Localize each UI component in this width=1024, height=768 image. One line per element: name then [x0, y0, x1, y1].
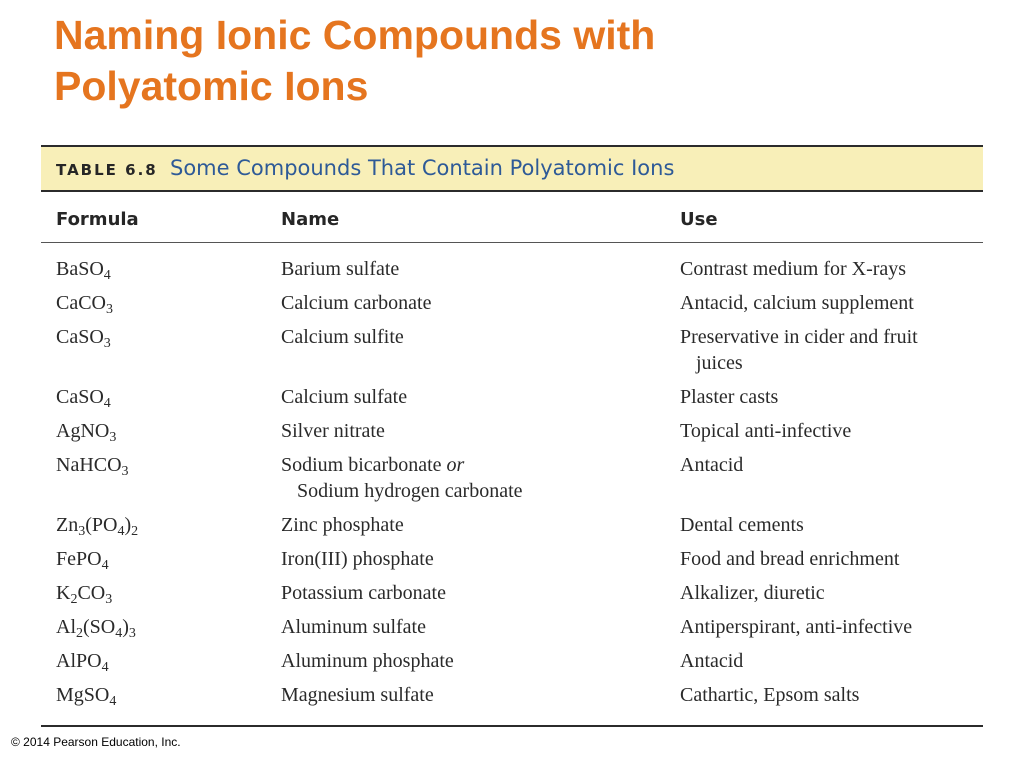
use-cell: Contrast medium for X-rays	[680, 258, 907, 280]
name-cell: Calcium sulfite	[281, 326, 404, 348]
formula-cell: FePO$_4$	[56, 548, 109, 573]
name-cell: Calcium sulfate	[281, 386, 408, 408]
slide-title	[54, 10, 954, 112]
table-number: TABLE 6.8	[56, 161, 158, 179]
use-cell: Plaster casts	[680, 386, 779, 408]
column-header-name: Name	[281, 209, 340, 230]
column-header-use: Use	[680, 209, 718, 230]
slide-title-line-1: Naming Ionic Compounds with	[54, 12, 656, 58]
use-cell: Antacid	[680, 650, 744, 672]
name-cell: Iron(III) phosphate	[281, 548, 434, 570]
use-cell: Dental cements	[680, 514, 804, 536]
formula-cell: AgNO$_3$	[56, 420, 117, 445]
slide-title-line-2: Polyatomic Ions	[54, 63, 369, 109]
formula-cell: CaCO$_3$	[56, 292, 113, 317]
use-cell: Topical anti-infective	[680, 420, 852, 442]
use-cell: Antacid	[680, 454, 744, 476]
name-cell: Aluminum phosphate	[281, 650, 454, 672]
compounds-table	[41, 145, 983, 727]
use-cell: Antacid, calcium supplement	[680, 292, 914, 314]
name-cell: Zinc phosphate	[281, 514, 404, 536]
use-cell: Alkalizer, diuretic	[680, 582, 825, 604]
column-header-formula: Formula	[56, 209, 139, 230]
header-divider	[41, 242, 983, 243]
use-cell: Preservative in cider and fruit juices	[680, 326, 918, 374]
formula-cell: $K_2CO_3$	[56, 582, 113, 607]
name-cell: Silver nitrate	[281, 420, 385, 442]
name-cell: Magnesium sulfate	[281, 684, 434, 706]
name-cell: Calcium carbonate	[281, 292, 432, 314]
name-cell: Sodium bicarbonate or Sodium hydrogen carbonate	[281, 454, 523, 502]
name-cell: Aluminum sulfate	[281, 616, 426, 638]
use-cell: Food and bread enrichment	[680, 548, 900, 570]
formula-cell: AlPO$_4$	[56, 650, 109, 675]
use-cell: Cathartic, Epsom salts	[680, 684, 860, 706]
table-caption-bar	[41, 145, 983, 192]
formula-cell: $Al_2(SO_4)_3$	[56, 616, 136, 641]
formula-cell: $Zn_3(PO_4)_2$	[56, 514, 139, 539]
formula-cell: CaSO$_3$	[56, 326, 111, 351]
formula-cell: MgSO$_4$	[56, 684, 117, 709]
name-cell: Potassium carbonate	[281, 582, 446, 604]
formula-cell: NaHCO$_3$	[56, 454, 129, 479]
table-bottom-divider	[41, 725, 983, 727]
table-caption: Some Compounds That Contain Polyatomic Ions	[170, 156, 675, 180]
use-cell: Antiperspirant, anti-infective	[680, 616, 913, 638]
formula-cell: BaSO$_4$	[56, 258, 111, 283]
formula-cell: CaSO$_4$	[56, 386, 111, 411]
name-cell: Barium sulfate	[281, 258, 400, 280]
copyright-notice: © 2014 Pearson Education, Inc.	[11, 735, 181, 749]
